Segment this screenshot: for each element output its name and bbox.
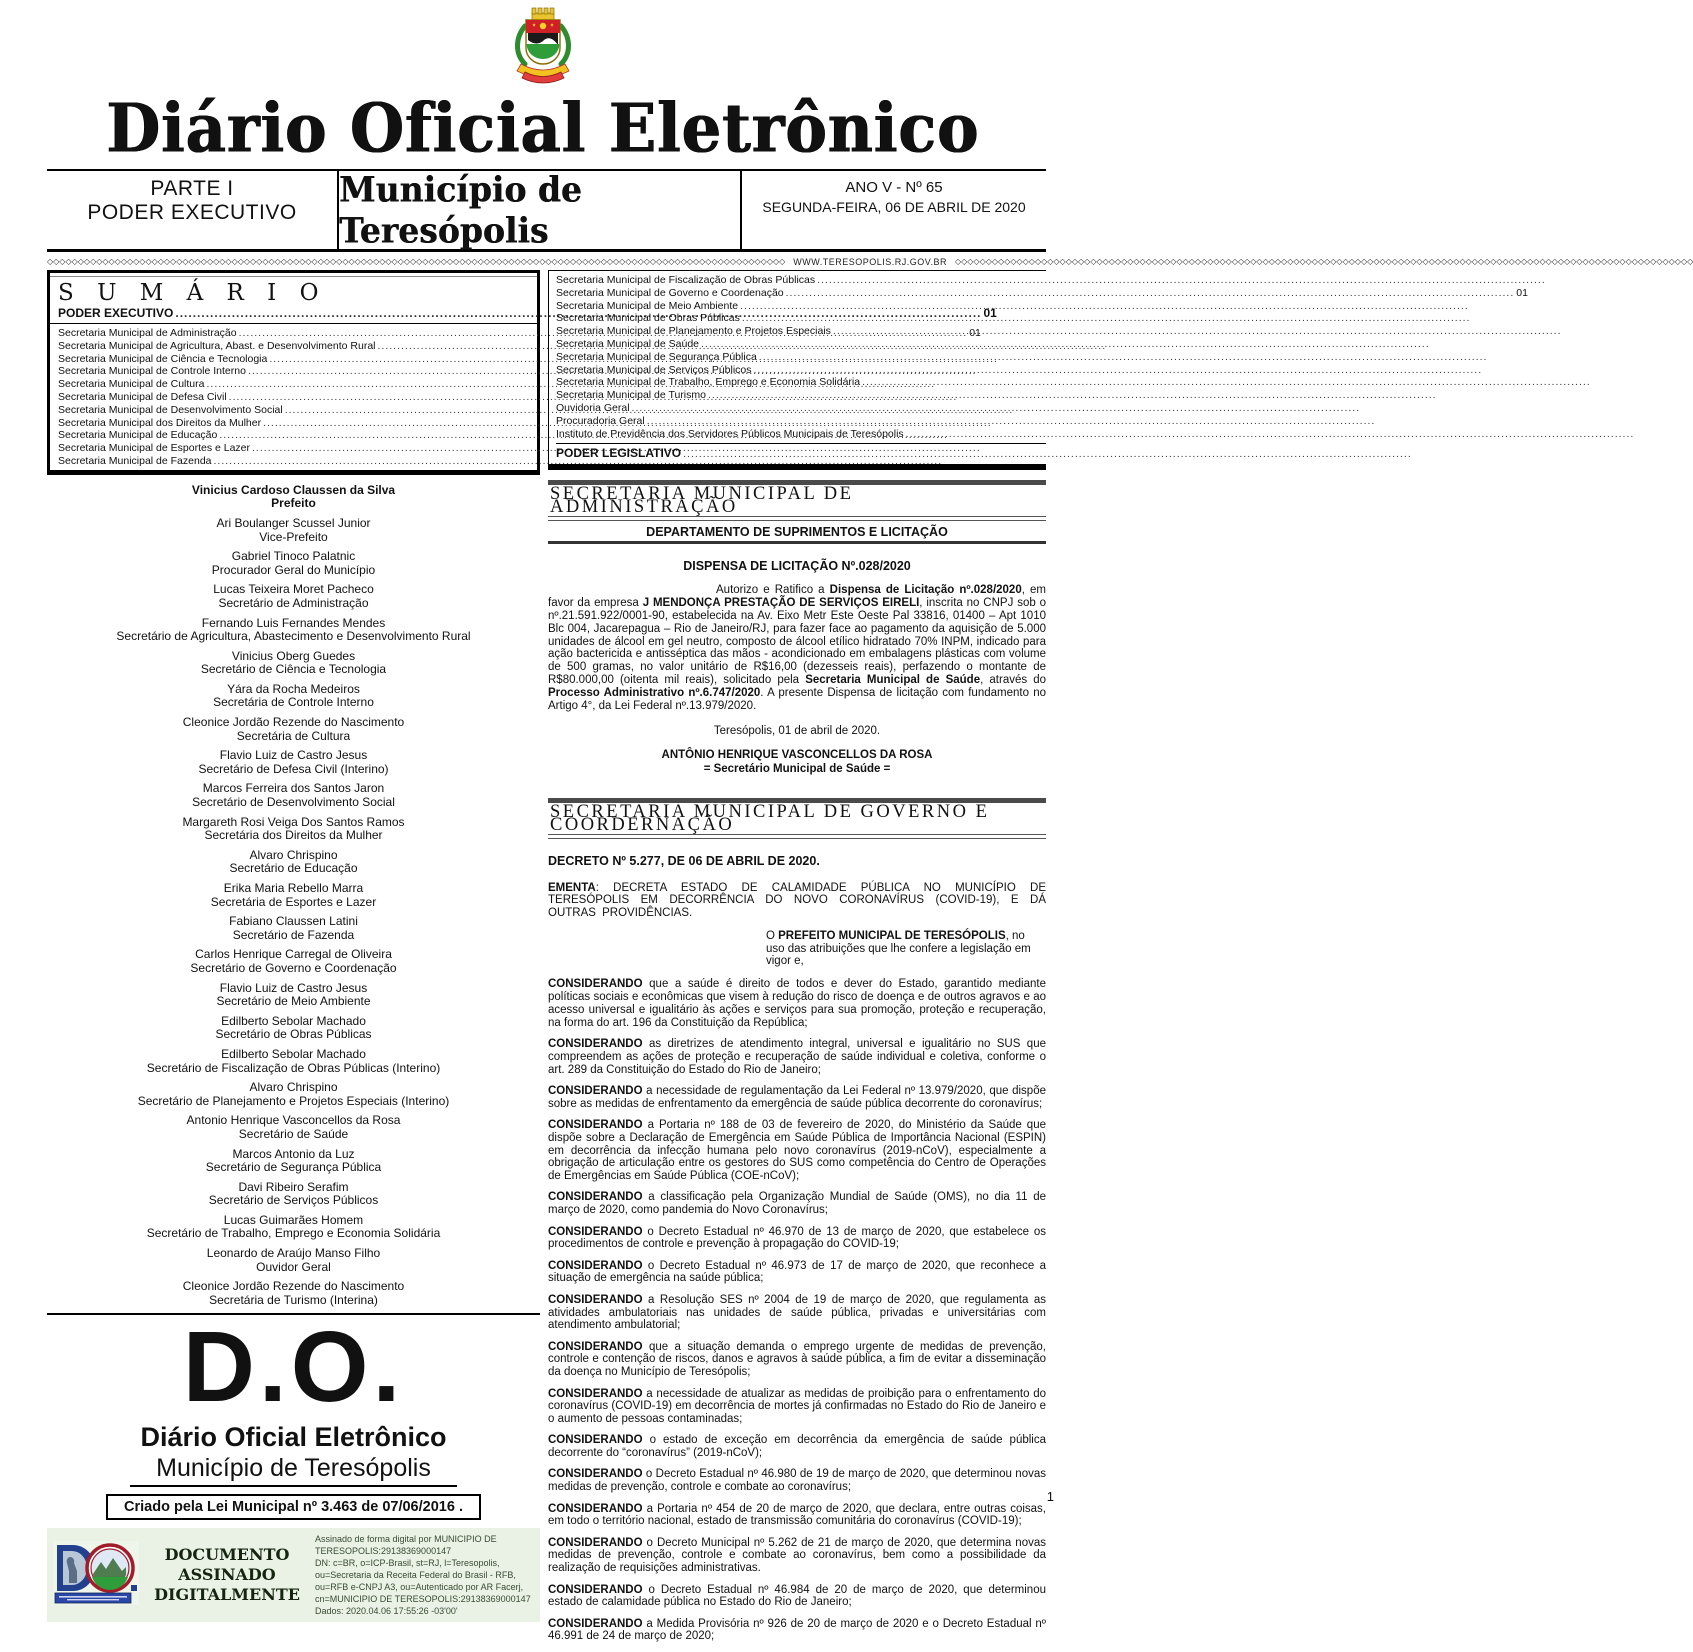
considerando-paragraph: [548, 1434, 1046, 1460]
do-gazette-name: Diário Oficial Eletrônico: [140, 1422, 447, 1453]
toc-row: [58, 340, 529, 353]
toc-dot-leader: [706, 389, 1439, 402]
section-administracao: [548, 480, 1046, 776]
summary-right-list: [556, 274, 1528, 440]
summary-box-inner-rule: [50, 276, 537, 277]
ementa-paragraph: EMENTA: DECRETA ESTADO DE CALAMIDADE PÚBLICA NO MUNICÍPIO DE TERESÓPOLIS EM DECORRÊNCIA DO NOVO CORONAVÍRUS (COVID-19), E DÁ OUTRAS PROVIDÊNCIAS.: [548, 881, 1046, 920]
toc-dot-leader: [784, 287, 1517, 300]
considerando-lead: CONSIDERANDO: [548, 1037, 643, 1050]
official-name: Gabriel Tinoco Palatnic: [231, 549, 356, 564]
toc-label: Secretaria Municipal de Saúde: [556, 337, 700, 350]
crown: [532, 8, 554, 20]
dispensa-date-line: Teresópolis, 01 de abril de 2020.: [713, 725, 881, 738]
header-edition-number: ANO V - Nº 65: [845, 179, 943, 196]
considerando-paragraph: [548, 1584, 1046, 1610]
considerando-text: a Resolução SES nº 2004 de 19 de março de 2020, que regulamenta as atividades ambulatoriais nas unidades de saúde pública, privadas e universitárias com atendimento ambulatorial;: [548, 1293, 1046, 1332]
ribbon: [517, 64, 569, 83]
toc-page-number: 01: [983, 306, 997, 320]
official-entry: [47, 617, 540, 644]
summary-right-box: [548, 270, 1528, 470]
considerando-paragraph: [548, 1226, 1046, 1252]
official-title: Secretária de Cultura: [236, 728, 351, 743]
official-title: Secretário de Planejamento e Projetos Especiais (Interino): [137, 1093, 450, 1108]
toc-dot-leader: [738, 300, 1471, 313]
official-name: Margareth Rosi Veiga Dos Santos Ramos: [182, 814, 405, 829]
toc-dot-leader: [630, 402, 1363, 415]
official-entry: [47, 782, 540, 809]
official-entry: [47, 1181, 540, 1208]
considerando-lead: CONSIDERANDO: [548, 1118, 643, 1131]
official-name: Marcos Ferreira dos Santos Jaron: [202, 781, 385, 796]
official-name: Alvaro Chrispino: [249, 1080, 338, 1095]
official-title: Secretário de Segurança Pública: [205, 1160, 382, 1175]
considerando-text: o Decreto Estadual nº 46.973 de 17 de março de 2020, que reconhece a situação de emergência na saúde pública;: [548, 1259, 1046, 1285]
official-name: Erika Maria Rebello Marra: [223, 881, 364, 896]
official-name: Vinicius Oberg Guedes: [231, 648, 356, 663]
official-entry: [47, 1247, 540, 1274]
official-title: Secretário de Obras Públicas: [215, 1027, 372, 1042]
section-governo: [548, 798, 1046, 1643]
official-name: Leonardo de Araújo Manso Filho: [206, 1246, 381, 1261]
toc-dot-leader: [831, 325, 1564, 338]
toc-label: Secretaria Municipal de Segurança Pública: [556, 350, 757, 363]
official-entry: [47, 982, 540, 1009]
toc-row: [556, 274, 1046, 287]
toc-dot-leader: [681, 448, 1414, 461]
toc-label: Secretaria Municipal de Turismo: [556, 389, 706, 402]
content-columns: [47, 270, 1528, 1652]
considerando-lead: CONSIDERANDO: [548, 1259, 643, 1272]
toc-label: Instituto de Previdência dos Servidores Públicos Municipais de Teresópolis: [556, 427, 904, 440]
considerando-text: o Decreto Estadual nº 46.980 de 19 de março de 2020, que determinou novas medidas de prevenção, controle e combate ao coronavírus;: [548, 1468, 1046, 1494]
considerando-lead: CONSIDERANDO: [548, 978, 643, 991]
considerando-text: que a situação demanda o emprego urgente de medidas de prevenção, controle e contenção de riscos, danos e agravos à saúde pública, a fim de evitar a disseminação da doença no Município de Teresópolis;: [548, 1340, 1046, 1379]
toc-row: [58, 378, 529, 391]
toc-label: Secretaria Municipal dos Direitos da Mulher: [58, 416, 262, 429]
toc-dot-leader: [860, 376, 1593, 389]
official-name: Edilberto Sebolar Machado: [221, 1013, 366, 1028]
official-entry: [47, 650, 540, 677]
toc-poder-legislativo: [556, 443, 1046, 464]
considerando-lead: CONSIDERANDO: [548, 1583, 643, 1596]
section-title: SECRETARIA MUNICIPAL DE GOVERNO E COORDERNAÇÃO: [550, 802, 990, 835]
section-title: SECRETARIA MUNICIPAL DE ADMINISTRAÇÃO: [550, 484, 854, 517]
considerando-paragraph: [548, 1537, 1046, 1575]
toc-row: [556, 351, 1046, 364]
official-title: Secretário de Administração: [218, 595, 369, 610]
official-name: Lucas Teixeira Moret Pacheco: [213, 582, 374, 597]
considerando-paragraph: [548, 1468, 1046, 1494]
summary-separator-rule: [50, 323, 537, 324]
official-title: Secretário de Saúde: [238, 1126, 349, 1141]
considerando-lead: CONSIDERANDO: [548, 1340, 643, 1353]
official-title: Secretário de Desenvolvimento Social: [192, 795, 395, 810]
official-title: Secretário de Meio Ambiente: [216, 994, 371, 1009]
toc-label: Secretaria Municipal de Agricultura, Abast. e Desenvolvimento Rural: [58, 339, 376, 352]
signature-stamp-title: DOCUMENTO ASSINADO DIGITALMENTE: [154, 1545, 300, 1605]
considerando-lead: CONSIDERANDO: [548, 1387, 643, 1400]
official-entry: [47, 1114, 540, 1141]
official-entry: [47, 1280, 540, 1307]
signer-name: ANTÔNIO HENRIQUE VASCONCELLOS DA ROSA: [661, 749, 933, 762]
considerando-text: a Medida Provisória nº 926 de 20 de março de 2020 e o Decreto Estadual nº 46.991 de 24 de março de 2020;: [548, 1617, 1046, 1643]
preamble-paragraph: O PREFEITO MUNICIPAL DE TERESÓPOLIS, no uso das atribuições que lhe confere a legislação em vigor e,: [766, 929, 1031, 968]
toc-row: [556, 389, 1046, 402]
toc-row: [58, 417, 529, 430]
official-name: Ari Boulanger Scussel Junior: [216, 515, 371, 530]
toc-label: Secretaria Municipal de Governo e Coordenação: [556, 286, 784, 299]
officials-list: [47, 484, 540, 1308]
official-title: Secretária de Controle Interno: [213, 695, 374, 710]
considerando-text: o estado de exceção em decorrência da emergência de saúde pública decorrente do “coronavírus” (2019-nCoV);: [548, 1434, 1046, 1460]
considerando-paragraph: [548, 1119, 1046, 1183]
official-title: Procurador Geral do Município: [211, 562, 376, 577]
considerando-paragraph: [548, 1294, 1046, 1332]
header-date: SEGUNDA-FEIRA, 06 DE ABRIL DE 2020: [762, 199, 1026, 215]
toc-label: Ouvidoria Geral: [556, 401, 630, 414]
official-name: Flavio Luiz de Castro Jesus: [219, 748, 368, 763]
official-entry: [47, 1214, 540, 1241]
official-title: Ouvidor Geral: [256, 1259, 331, 1274]
considerando-lead: CONSIDERANDO: [548, 1191, 643, 1204]
considerando-text: a Portaria nº 454 de 20 de março de 2020, que declara, entre outras coisas, em todo o território nacional, estado de transmissão comunitária do coronavírus (COVID-19);: [548, 1502, 1046, 1528]
official-entry: [47, 1048, 540, 1075]
shield: [526, 20, 560, 64]
summary-title: S U M Á R I O: [58, 280, 327, 306]
considerando-text: a Portaria nº 188 de 03 de fevereiro de 2020, do Ministério da Saúde que dispõe sobre a Declaração de Emergência em Saúde Pública de Importância Nacional (ESPIN) em decorrência da infecção humana pelo novo coronavírus (2019-nCoV), especialmente a obrigação de articulação entre os gestores do SUS como competência do Centro de Operações de Emergências em Saúde Pública (COE-nCoV);: [548, 1118, 1046, 1183]
toc-row: [556, 325, 1046, 338]
diamond-leader-left: [47, 257, 785, 267]
considerando-paragraph: [548, 1191, 1046, 1217]
toc-row: [556, 376, 1046, 389]
website-url: WWW.TERESOPOLIS.RJ.GOV.BR: [793, 257, 947, 267]
official-name: Lucas Guimarães Homem: [223, 1212, 364, 1227]
official-entry: [47, 484, 540, 511]
official-name: Davi Ribeiro Serafim: [238, 1179, 349, 1194]
page-number: 1: [1046, 1489, 1054, 1504]
considerando-lead: CONSIDERANDO: [548, 1468, 643, 1481]
official-title: Secretário de Governo e Coordenação: [190, 960, 397, 975]
official-name: Marcos Antonio da Luz: [232, 1146, 355, 1161]
official-title: Secretário de Agricultura, Abastecimento e Desenvolvimento Rural: [116, 629, 471, 644]
considerando-lead: CONSIDERANDO: [548, 1225, 643, 1238]
considerando-lead: CONSIDERANDO: [548, 1293, 643, 1306]
gazette-title: Diário Oficial Eletrônico: [106, 89, 980, 168]
considerando-text: a necessidade de regulamentação da Lei Federal nº 13.979/2020, que dispõe sobre as medidas de enfrentamento da emergência de saúde pública decorrente do coronavírus;: [548, 1084, 1046, 1110]
toc-label: Secretaria Municipal de Obras Públicas: [556, 312, 740, 325]
toc-label: Secretaria Municipal de Desenvolvimento Social: [58, 403, 283, 416]
teresopolis-coat-of-arms-icon: [495, 6, 591, 95]
official-name: Edilberto Sebolar Machado: [221, 1046, 366, 1061]
official-entry: [47, 749, 540, 776]
official-entry: [47, 716, 540, 743]
considerando-paragraph: [548, 1618, 1046, 1644]
considerando-paragraph: [548, 978, 1046, 1029]
official-name: Carlos Henrique Carregal de Oliveira: [195, 947, 392, 962]
official-title: Vice-Prefeito: [259, 529, 328, 544]
diamond-leader-right: [955, 257, 1693, 267]
official-entry: [47, 517, 540, 544]
considerando-text: o Decreto Estadual nº 46.970 de 13 de março de 2020, que estabelece os procedimentos de controle e prevenção à propagação do COVID-19;: [548, 1225, 1046, 1251]
considerando-text: a necessidade de atualizar as medidas de proibição para o enfrentamento do coronavírus (COVID-19) em decorrência de mortes já confirmadas no Estado do Rio de Janeiro e o aumento de pessoas contaminadas;: [548, 1387, 1046, 1426]
official-name: Cleonice Jordão Rezende do Nascimento: [182, 1279, 405, 1294]
official-title: Secretário de Fiscalização de Obras Públicas (Interino): [146, 1060, 441, 1075]
signature-details: Assinado de forma digital por MUNICIPIO DE TERESOPOLIS:29138369000147 DN: c=BR, o=ICP-Brasil, st=RJ, l=Teresopolis, ou=Secretaria da Receita Federal do Brasil - RFB, ou=RFB e-CNPJ A3, ou=Autenticado por AR Facerj, cn=MUNICIPIO DE TERESOPOLIS:29138369000147 Dados: 2020.04.06 17:55:26 -03'00': [315, 1534, 531, 1617]
considerando-text: que a saúde é direito de todos e dever do Estado, garantido mediante políticas sociais e econômicas que visem à redução do risco de doença e de outros agravos e ao acesso universal e igualitário às ações e serviços para sua promoção, proteção e recuperação, na forma do art. 196 da Constituição da República;: [548, 978, 1046, 1029]
official-entry: [47, 849, 540, 876]
toc-label: Secretaria Municipal de Administração: [58, 327, 237, 339]
official-entry: [47, 948, 540, 975]
official-title: Secretária de Turismo (Interina): [209, 1292, 378, 1307]
official-entry: [47, 550, 540, 577]
masthead: [0, 0, 1086, 168]
website-divider: [47, 257, 1046, 267]
dispensa-body: Autorizo e Ratifico a Dispensa de Licitação nº.028/2020, em favor da empresa J MENDONÇA PRESTAÇÃO DE SERVIÇOS EIRELI, inscrita no CNPJ sob o nº.21.591.922/0001-90, estabelecida na Av. Eixo Metr Este Oeste Pal 33816, 01400 – Apt 1010 Blc 004, Jacarepagua – Rio de Janeiro/RJ, para fazer face ao pagamento da aquisição de 5.000 unidades de álcool em gel neutro, composto de álcool etílico hidratado 70% INPM, indicado para ação bactericida e antisséptica das mãos - acondicionado em embalagens plásticas com volume de 500 gramas, no valor unitário de R$16,00 (dezesseis reais), perfazendo o montante de R$80.000,00 (oitenta mil reais), solicitado pela Secretaria Municipal de Saúde, através do Processo Administrativo nº.6.747/2020. A presente Dispensa de licitação com fundamento no Artigo 4°, da Lei Federal nº.13.979/2020.: [548, 584, 1047, 712]
considerando-lead: CONSIDERANDO: [548, 1536, 643, 1549]
toc-page-number: 01: [1516, 286, 1528, 299]
toc-row: [58, 404, 529, 417]
toc-row: [556, 415, 1046, 428]
considerando-paragraph: [548, 1038, 1046, 1076]
toc-row: [58, 442, 529, 455]
do-municipality-name: Município de Teresópolis: [130, 1453, 457, 1487]
header-band: [47, 169, 1046, 252]
considerando-text: a classificação pela Organização Mundial de Saúde (OMS), no dia 11 de março de 2020, como pandemia do Novo Coronavírus;: [548, 1191, 1046, 1217]
digital-signature-seal: [47, 1528, 540, 1622]
toc-row: [58, 391, 529, 404]
official-entry: [47, 1081, 540, 1108]
toc-label: Secretaria Municipal de Trabalho, Emprego e Economia Solidária: [556, 376, 861, 389]
considerando-text: o Decreto Municipal nº 5.262 de 21 de março de 2020, que determina novas medidas de prevenção, controle e combate ao coronavírus, bem como a possibilidade da realização de requisições administrativas.: [548, 1536, 1046, 1575]
toc-row: [556, 300, 1046, 313]
toc-label: Secretaria Municipal de Cultura: [58, 378, 205, 391]
department-banner: DEPARTAMENTO DE SUPRIMENTOS E LICITAÇÃO: [548, 523, 1046, 544]
considerando-lead: CONSIDERANDO: [548, 1084, 643, 1097]
toc-dot-leader: [752, 364, 1485, 377]
toc-label: Secretaria Municipal de Defesa Civil: [58, 390, 227, 403]
official-name: Antonio Henrique Vasconcellos da Rosa: [186, 1113, 401, 1128]
official-title: Secretário de Defesa Civil (Interino): [198, 761, 389, 776]
official-title: Secretário de Educação: [229, 861, 358, 876]
official-name: Fernando Luis Fernandes Mendes: [201, 615, 386, 630]
toc-dot-leader: [740, 312, 1473, 325]
toc-label: Procuradoria Geral: [556, 414, 645, 427]
law-creation-note: Criado pela Lei Municipal nº 3.463 de 07/06/2016 .: [106, 1494, 481, 1520]
considerandos-list: [548, 978, 1046, 1643]
official-name: Alvaro Chrispino: [249, 847, 338, 862]
official-name: Vinicius Cardoso Claussen da Silva: [191, 482, 396, 497]
toc-page-number: 01: [969, 327, 981, 339]
toc-label: Secretaria Municipal de Meio Ambiente: [556, 299, 739, 312]
toc-dot-leader: [699, 338, 1432, 351]
toc-row: [58, 353, 529, 366]
official-entry: [47, 882, 540, 909]
header-part-line2: PODER EXECUTIVO: [87, 201, 297, 224]
toc-label: Secretaria Municipal de Controle Interno: [58, 365, 246, 378]
considerando-paragraph: [548, 1085, 1046, 1111]
toc-label: Secretaria Municipal de Fazenda: [58, 454, 212, 467]
right-column: [548, 270, 1528, 1652]
official-entry: [47, 1015, 540, 1042]
considerando-text: as diretrizes de atendimento integral, universal e igualitário no SUS que compreendem as ações de proteção e recuperação de saúde individual e coletiva, conforme o art. 289 da Constituição do Estado do Rio de Janeiro;: [548, 1037, 1046, 1076]
official-name: Cleonice Jordão Rezende do Nascimento: [182, 715, 405, 730]
official-entry: [47, 915, 540, 942]
toc-label: Secretaria Municipal de Fiscalização de Obras Públicas: [556, 274, 816, 286]
official-entry: [47, 683, 540, 710]
header-municipality: [337, 171, 742, 249]
official-title: Secretário de Serviços Públicos: [208, 1193, 379, 1208]
toc-row: [556, 338, 1046, 351]
official-name: Fabiano Claussen Latini: [229, 914, 358, 929]
header-part: [47, 171, 337, 249]
official-title: Secretária dos Direitos da Mulher: [204, 828, 383, 843]
considerando-paragraph: [548, 1260, 1046, 1286]
toc-row: [556, 286, 1528, 300]
official-title: Secretário de Fazenda: [232, 927, 355, 942]
decree-title: DECRETO Nº 5.277, DE 06 DE ABRIL DE 2020.: [548, 853, 820, 868]
considerando-lead: CONSIDERANDO: [548, 1502, 643, 1515]
considerando-paragraph: [548, 1503, 1046, 1529]
toc-row: [556, 402, 1046, 415]
header-municipality-name: Município de Teresópolis: [339, 169, 582, 251]
dispensa-title: DISPENSA DE LICITAÇÃO Nº.028/2020: [683, 558, 911, 573]
do-seal-logo-icon: [53, 1541, 139, 1610]
header-part-line1: PARTE I: [150, 177, 234, 200]
toc-label: Secretaria Municipal de Ciência e Tecnologia: [58, 352, 268, 365]
official-entry: [47, 583, 540, 610]
toc-label: Secretaria Municipal de Planejamento e Projetos Especiais: [556, 325, 831, 338]
toc-label: Secretaria Municipal de Esportes e Lazer: [58, 442, 251, 455]
official-entry: [47, 1148, 540, 1175]
do-big-text: D.O.: [182, 1311, 405, 1424]
considerando-paragraph: [548, 1341, 1046, 1379]
toc-row: [556, 312, 1046, 325]
toc-dot-leader: [757, 351, 1490, 364]
considerando-text: o Decreto Estadual nº 46.984 de 20 de março de 2020, que determinou estado de calamidade pública no Estado do Rio de Janeiro;: [548, 1583, 1046, 1609]
do-logo-block: [47, 1313, 540, 1520]
official-name: Yára da Rocha Medeiros: [227, 681, 360, 696]
toc-row: [58, 455, 529, 468]
toc-label: PODER LEGISLATIVO: [556, 446, 682, 461]
considerando-paragraph: [548, 1388, 1046, 1426]
toc-row: [556, 428, 1046, 441]
official-title: Secretário de Trabalho, Emprego e Economia Solidária: [146, 1226, 441, 1241]
toc-dot-leader: [904, 428, 1637, 441]
toc-label: Secretaria Municipal de Educação: [58, 429, 218, 442]
toc-dot-leader: [815, 274, 1548, 287]
toc-dot-leader: [645, 415, 1378, 428]
official-entry: [47, 816, 540, 843]
official-title: Secretário de Ciência e Tecnologia: [200, 662, 387, 677]
official-title: Secretária de Esportes e Lazer: [210, 894, 377, 909]
signer-title: = Secretário Municipal de Saúde =: [703, 763, 891, 776]
toc-label: Secretaria Municipal de Serviços Públicos: [556, 363, 752, 376]
official-title: Prefeito: [271, 496, 316, 511]
considerando-lead: CONSIDERANDO: [548, 1617, 643, 1630]
toc-row: [58, 429, 529, 442]
toc-label: PODER EXECUTIVO: [58, 306, 174, 320]
toc-row: [58, 365, 529, 378]
considerando-lead: CONSIDERANDO: [548, 1434, 643, 1447]
toc-row: [556, 364, 1046, 377]
official-name: Flavio Luiz de Castro Jesus: [219, 980, 368, 995]
header-edition: [742, 171, 1046, 249]
